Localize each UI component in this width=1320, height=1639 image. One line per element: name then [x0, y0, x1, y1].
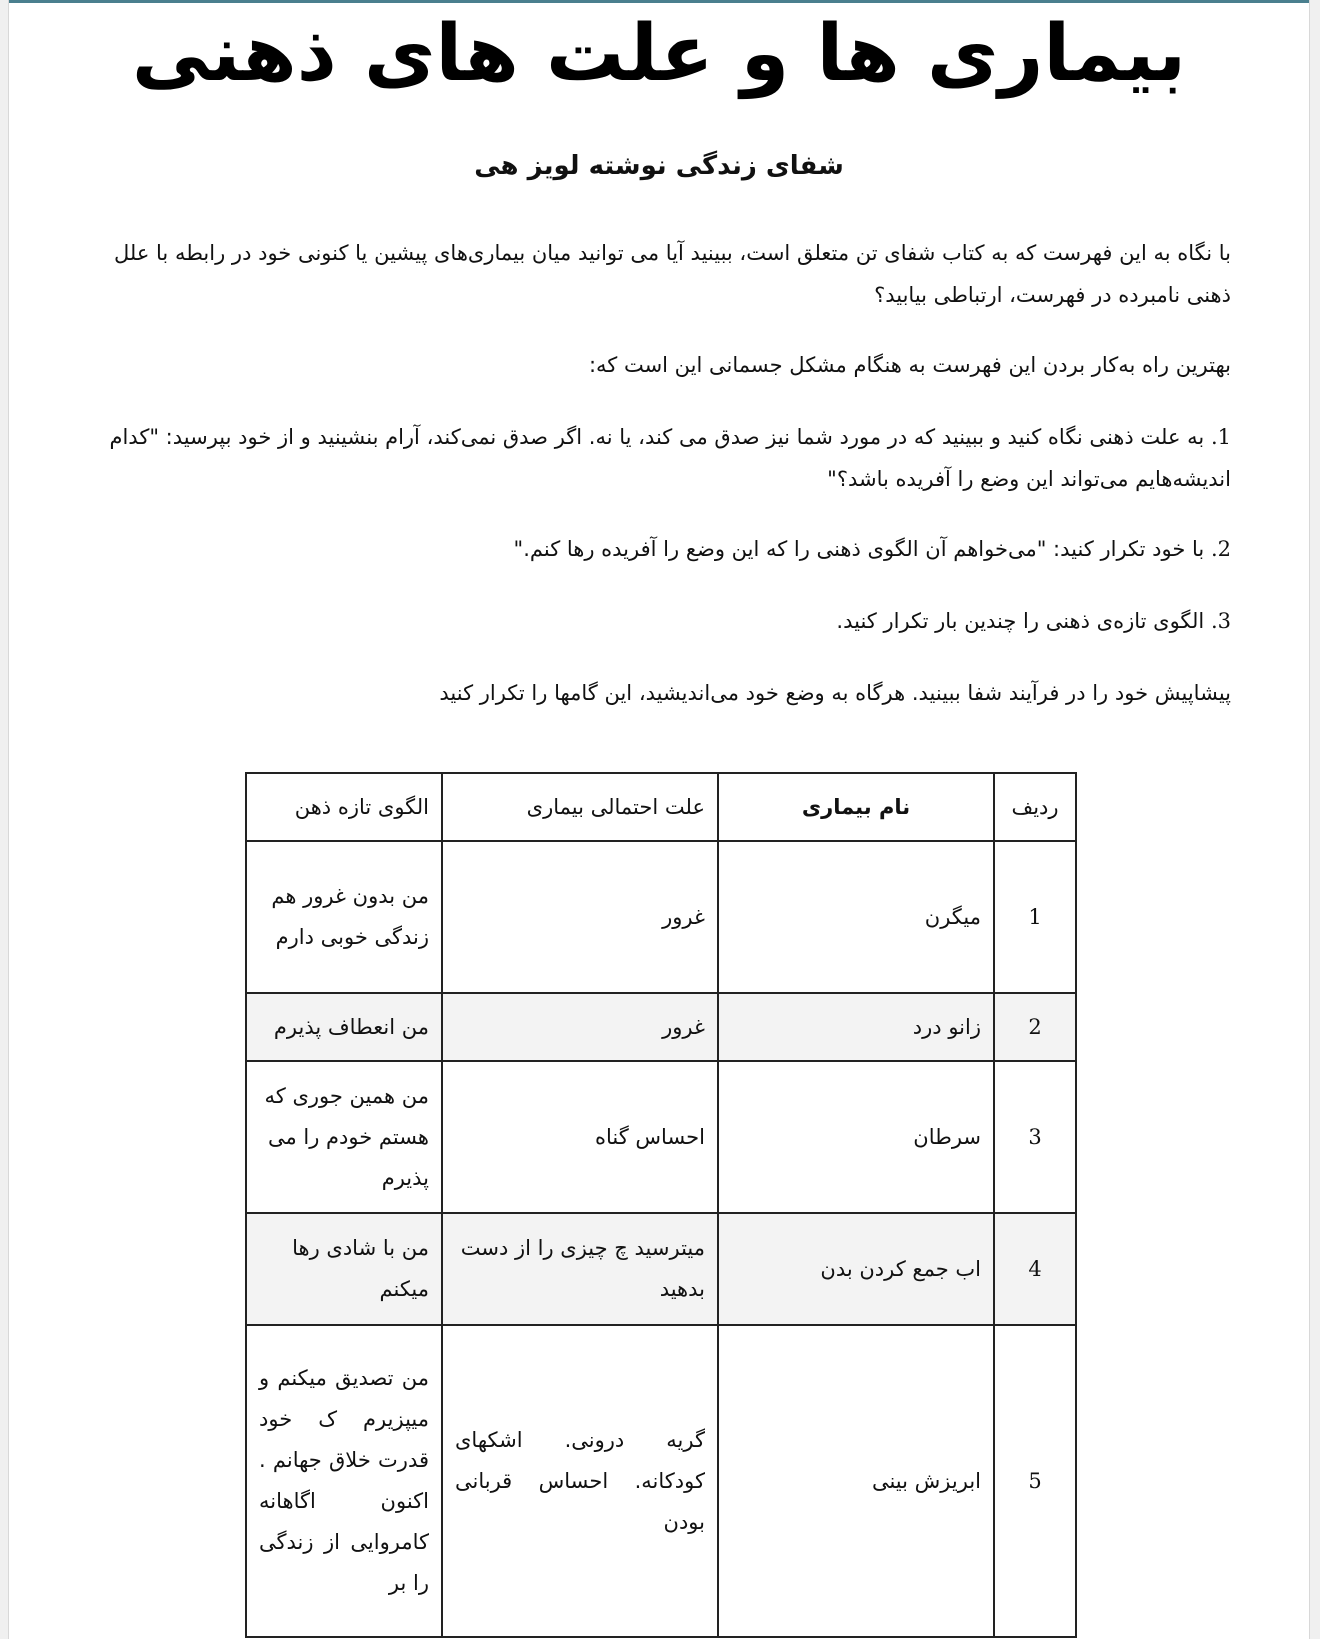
cell-name: اب جمع کردن بدن — [718, 1213, 994, 1325]
header-index: ردیف — [994, 773, 1076, 841]
cell-index: 5 — [994, 1325, 1076, 1637]
table-header-row — [246, 773, 1076, 841]
document-page — [8, 0, 1310, 1639]
header-cause: علت احتمالی بیماری — [442, 773, 718, 841]
step-2-number: 2. — [1210, 537, 1231, 561]
step-1-text: به علت ذهنی نگاه کنید و ببینید که در مورد شما نیز صدق می کند، یا نه. اگر صدق نمی‌کند، آرام بنشینید و از خود بپرسید: "کدام اندیشه‌هایم می‌تواند این وضع را آفریده باشد؟" — [109, 425, 1231, 491]
cell-index: 1 — [994, 841, 1076, 993]
usage-paragraph: بهترین راه به‌کار بردن این فهرست به هنگام مشکل جسمانی این است که: — [588, 353, 1231, 377]
cell-index: 4 — [994, 1213, 1076, 1325]
cell-new-pattern: من تصدیق میکنم و میپزیرم ک خود قدرت خلاق جهانم . اکنون اگاهانه کامروایی از زندگی را بر — [246, 1325, 442, 1637]
cell-index: 3 — [994, 1061, 1076, 1213]
top-accent-bar — [9, 0, 1309, 3]
page-subtitle: شفای زندگی نوشته لویز هی — [474, 151, 844, 181]
step-1-number: 1. — [1210, 425, 1231, 449]
cell-cause: غرور — [442, 993, 718, 1061]
table-row — [246, 993, 1076, 1061]
header-name: نام بیماری — [718, 773, 994, 841]
step-3-number: 3. — [1210, 609, 1231, 633]
cell-cause: غرور — [442, 841, 718, 993]
cell-name: زانو درد — [718, 993, 994, 1061]
step-2-text: با خود تکرار کنید: "می‌خواهم آن الگوی ذهنی را که این وضع را آفریده رها کنم." — [513, 537, 1211, 561]
cell-new-pattern: من همین جوری که هستم خودم را می پذیرم — [246, 1061, 442, 1213]
page-title: بیماری ها و علت های ذهنی — [131, 9, 1187, 99]
step-2 — [71, 528, 1231, 570]
table-row — [246, 1213, 1076, 1325]
intro-paragraph: با نگاه به این فهرست که به کتاب شفای تن متعلق است، ببینید آیا می توانید میان بیماری‌های پیشین یا کنونی خود در رابطه با علل ذهنی نامبرده در فهرست، ارتباطی بیابید؟ — [113, 241, 1231, 307]
step-3-text: الگوی تازه‌ی ذهنی را چندین بار تکرار کنید. — [836, 609, 1211, 633]
cell-new-pattern: من با شادی رها میکنم — [246, 1213, 442, 1325]
cell-name: سرطان — [718, 1061, 994, 1213]
diseases-table — [245, 772, 1077, 1638]
cell-cause: میترسید چ چیزی را از دست بدهید — [442, 1213, 718, 1325]
cell-index: 2 — [994, 993, 1076, 1061]
cell-name: میگرن — [718, 841, 994, 993]
table-row — [246, 1325, 1076, 1637]
cell-new-pattern: من بدون غرور هم زندگی خوبی دارم — [246, 841, 442, 993]
step-1 — [71, 416, 1231, 500]
table-row — [246, 841, 1076, 993]
cell-name: ابریزش بینی — [718, 1325, 994, 1637]
step-3 — [71, 600, 1231, 642]
table-row — [246, 1061, 1076, 1213]
header-new-pattern: الگوی تازه ذهن — [246, 773, 442, 841]
cell-cause: احساس گناه — [442, 1061, 718, 1213]
closing-paragraph: پیشاپیش خود را در فرآیند شفا ببینید. هرگاه به وضع خود می‌اندیشید، این گامها را تکرار کنید — [439, 681, 1231, 705]
cell-cause: گریه درونی. اشکهای کودکانه. احساس قربانی بودن — [442, 1325, 718, 1637]
cell-new-pattern: من انعطاف پذیرم — [246, 993, 442, 1061]
